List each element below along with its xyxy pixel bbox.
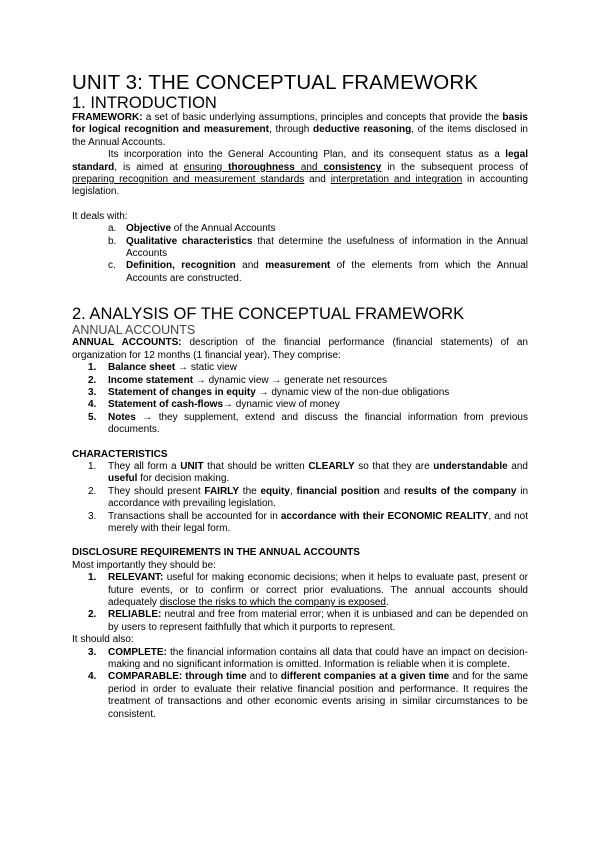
list-item: 3. Transactions shall be accounted for in accordance with their ECONOMIC REALITY, and not merely with their legal form. <box>88 510 528 534</box>
list-item: 2. Income statement → dynamic view → generate net resources <box>88 374 388 386</box>
framework-term: FRAMEWORK: <box>72 112 143 123</box>
unit-title: UNIT 3: THE CONCEPTUAL FRAMEWORK <box>72 71 479 94</box>
list-item: a. Objective of the Annual Accounts <box>108 223 276 235</box>
list-item: 1. RELEVANT: useful for making economic decisions; when it helps to evaluate past, present or future events, or to confirm or correct prior evaluations. The annual accounts should adequately disclose the risks to which the company is exposed. <box>88 572 528 608</box>
most-importantly-label: Most importantly they should be: <box>72 559 216 571</box>
statements-list <box>72 362 528 436</box>
section-heading-introduction: 1. INTRODUCTION <box>72 94 217 112</box>
list-item: 1. Balance sheet → static view <box>88 362 237 374</box>
requirements-list-primary <box>72 572 528 634</box>
deals-with-list <box>72 223 528 285</box>
list-item: 3. COMPLETE: the financial information contains all data that could have an impact on decision-making and no significant information is omitted. Information is reliable when it is complete. <box>88 646 528 671</box>
list-item: 2. They should present FAIRLY the equity, financial position and results of the company in accordance with prevailing legislation. <box>88 485 529 510</box>
incorporation-paragraph: Its incorporation into the General Accounting Plan, and its consequent status as a legal standard, is aimed at ensuring thoroughness and consistency in the subsequent process of preparing recognition and measurement standards and interpretation and integration in accounting legislation. <box>72 149 529 198</box>
list-item: c. Definition, recognition and measurement of the elements from which the Annual Accounts are constructed. <box>108 260 528 284</box>
subheading-annual-accounts: ANNUAL ACCOUNTS <box>72 323 196 338</box>
should-also-label: It should also: <box>72 634 134 646</box>
list-item: 2. RELIABLE: neutral and free from material error; when it is unbiased and can be depended on by users to represent faithfully that which it purports to represent. <box>88 609 528 633</box>
characteristics-list <box>72 461 528 535</box>
requirements-list-secondary <box>72 647 528 721</box>
section-heading-analysis: 2. ANALYSIS OF THE CONCEPTUAL FRAMEWORK <box>72 305 465 324</box>
framework-definition: FRAMEWORK: a set of basic underlying assumptions, principles and concepts that provide the basis for logical recognition and measurement, through deductive reasoning, of the items disclosed in the Annual Accounts. <box>72 112 528 148</box>
characteristics-heading: CHARACTERISTICS <box>72 448 168 460</box>
annual-accounts-definition: ANNUAL ACCOUNTS: description of the financial performance (financial statements) of an organization for 12 months (1 financial year). They comprise: <box>72 337 528 361</box>
list-item: 3. Statement of changes in equity → dynamic view of the non-due obligations <box>88 386 450 398</box>
list-item: 5. Notes → they supplement, extend and discuss the financial information from previous documents. <box>88 411 528 436</box>
list-item: 1. They all form a UNIT that should be written CLEARLY so that they are understandable and useful for decision making. <box>88 460 528 485</box>
list-item: 4. Statement of cash-flows→ dynamic view of money <box>88 399 340 411</box>
document-body <box>72 72 528 721</box>
deals-with-label: It deals with: <box>72 210 128 222</box>
disclosure-heading: DISCLOSURE REQUIREMENTS IN THE ANNUAL ACCOUNTS <box>72 547 360 559</box>
list-item: b. Qualitative characteristics that determine the usefulness of information in the Annual Accounts <box>108 235 528 260</box>
list-item: 4. COMPARABLE: through time and to different companies at a given time and for the same period in order to evaluate their relative financial position and performance. It requires the treatment of transactions and other economic events arising in similar circumstances to be consistent. <box>88 671 529 720</box>
